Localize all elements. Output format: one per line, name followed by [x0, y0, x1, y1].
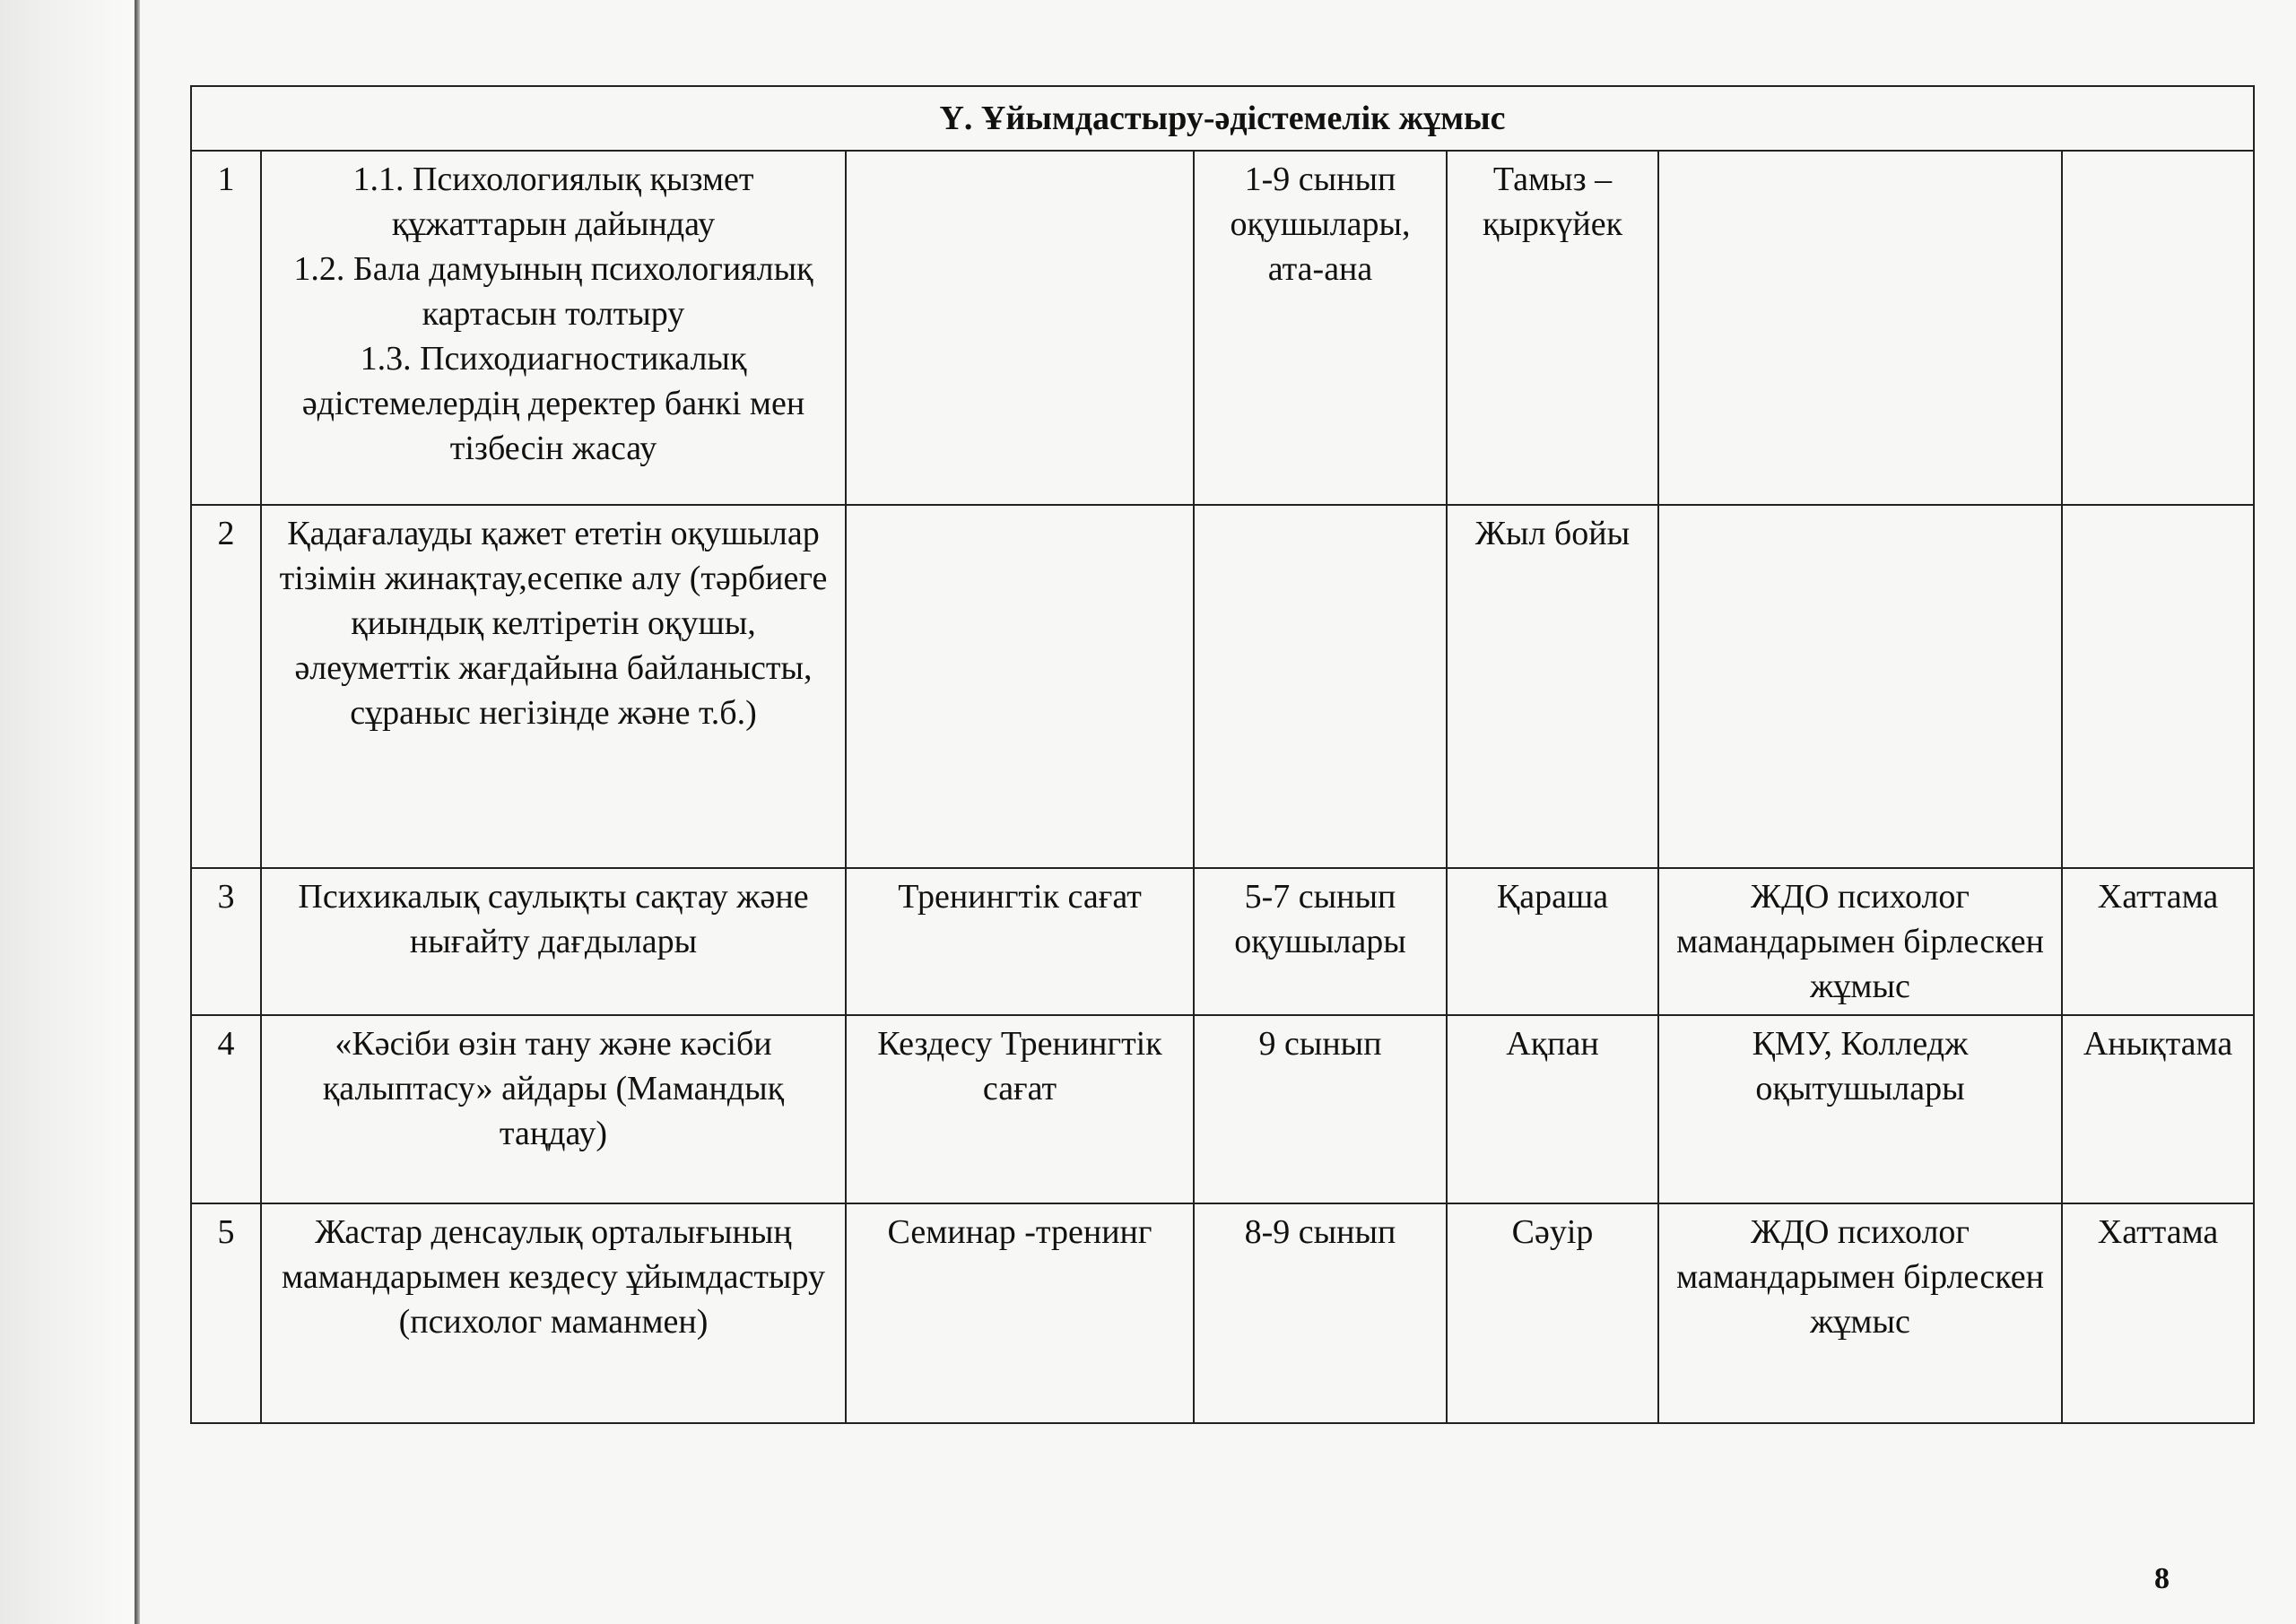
row-timeframe: Қараша: [1447, 868, 1658, 1015]
row-timeframe: Ақпан: [1447, 1015, 1658, 1203]
section-header-row: [191, 86, 2254, 151]
row-partners: [1658, 505, 2062, 868]
row-number: 2: [191, 505, 261, 868]
row-timeframe: Тамыз – қыркүйек: [1447, 151, 1658, 505]
row-audience: 5-7 сынып оқушылары: [1194, 868, 1447, 1015]
content-line: 1.2. Бала дамуының психологиялық картасын толтыру: [293, 250, 813, 333]
binding-shadow: [0, 0, 135, 1624]
content-line: «Кәсіби өзін тану және кәсіби қалыптасу» айдары (Мамандық таңдау): [322, 1025, 785, 1152]
content-line: Қадағалауды қажет ететін оқушылар тізімін жинақтау,есепке алу (тәрбиеге қиындық келтіретін оқушы, әлеуметтік жағдайына байланысты, сұраныс негізінде және т.б.): [279, 515, 828, 732]
row-report: Хаттама: [2062, 868, 2254, 1015]
work-plan-table: [190, 85, 2255, 1424]
content-line: Психикалық саулықты сақтау және нығайту дағдылары: [298, 878, 809, 960]
row-timeframe: Жыл бойы: [1447, 505, 1658, 868]
binding-edge: [135, 0, 140, 1624]
row-audience: 9 сынып: [1194, 1015, 1447, 1203]
row-number: 4: [191, 1015, 261, 1203]
row-content: [261, 1015, 846, 1203]
section-title: Ү. Ұйымдастыру-әдістемелік жұмыс: [191, 86, 2254, 151]
row-form: Семинар -тренинг: [846, 1203, 1194, 1423]
table-row: [191, 868, 2254, 1015]
row-content: [261, 868, 846, 1015]
row-form: [846, 151, 1194, 505]
row-audience: [1194, 505, 1447, 868]
row-report: Анықтама: [2062, 1015, 2254, 1203]
row-content: [261, 505, 846, 868]
content-line: 1.1. Психологиялық қызмет құжаттарын дайындау: [352, 161, 754, 243]
table-row: [191, 1203, 2254, 1423]
row-partners: ҚМУ, Колледж оқытушылары: [1658, 1015, 2062, 1203]
row-report: Хаттама: [2062, 1203, 2254, 1423]
row-timeframe: Сәуір: [1447, 1203, 1658, 1423]
page-number: 8: [2154, 1562, 2170, 1595]
row-audience: 1-9 сынып оқушылары, ата-ана: [1194, 151, 1447, 505]
row-report: [2062, 151, 2254, 505]
content-line: Жастар денсаулық орталығының мамандарымен кездесу ұйымдастыру (психолог маманмен): [282, 1213, 825, 1341]
row-form: Тренингтік сағат: [846, 868, 1194, 1015]
row-form: Кездесу Тренингтік сағат: [846, 1015, 1194, 1203]
row-content: [261, 1203, 846, 1423]
content-line: 1.3. Психодиагностикалық әдістемелердің деректер банкі мен тізбесін жасау: [301, 340, 805, 467]
row-partners: ЖДО психолог мамандарымен бірлескен жұмыс: [1658, 1203, 2062, 1423]
row-report: [2062, 505, 2254, 868]
row-partners: [1658, 151, 2062, 505]
document-page: [190, 85, 2253, 1424]
table-row: [191, 505, 2254, 868]
row-number: 1: [191, 151, 261, 505]
table-row: [191, 151, 2254, 505]
row-number: 3: [191, 868, 261, 1015]
row-partners: ЖДО психолог мамандарымен бірлескен жұмыс: [1658, 868, 2062, 1015]
row-content: [261, 151, 846, 505]
row-form: [846, 505, 1194, 868]
row-audience: 8-9 сынып: [1194, 1203, 1447, 1423]
row-number: 5: [191, 1203, 261, 1423]
table-row: [191, 1015, 2254, 1203]
